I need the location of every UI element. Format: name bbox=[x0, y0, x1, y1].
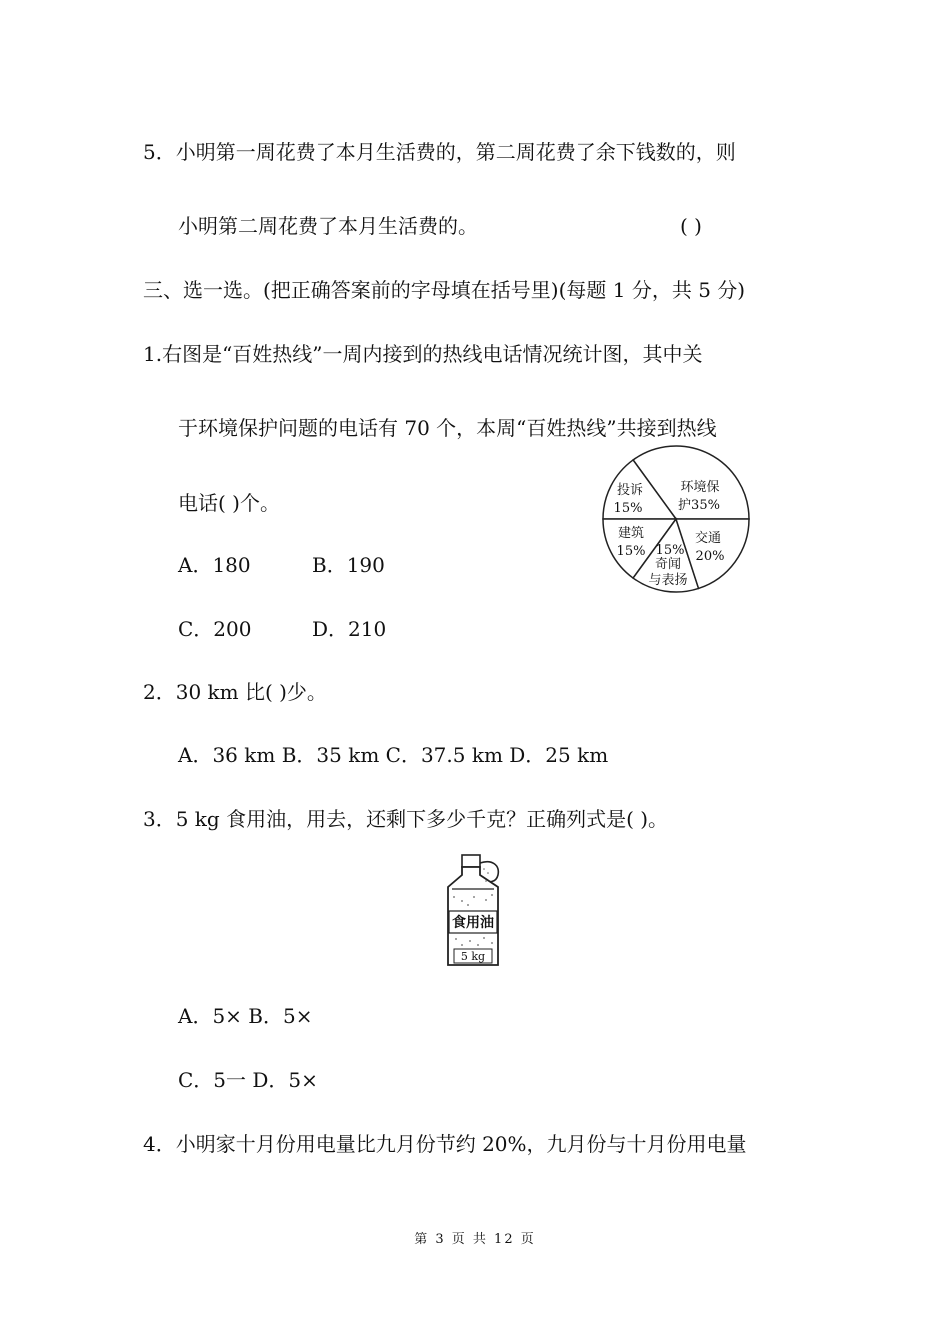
pie-label-build-1: 建筑 bbox=[617, 526, 645, 541]
mc1-option-b: B．190 bbox=[312, 553, 385, 577]
oil-bottle-illustration bbox=[440, 853, 506, 973]
mc2-options: A．36 km B．35 km C．37.5 km D．25 km bbox=[178, 743, 609, 767]
pie-label-news-3: 与表扬 bbox=[648, 573, 688, 588]
q5-line-2: 小明第二周花费了本月生活费的。 bbox=[178, 214, 478, 238]
bottle-label-text: 食用油 bbox=[452, 915, 494, 931]
page-footer: 第 3 页 共 12 页 bbox=[414, 1232, 536, 1247]
mc3-options-cd: C．5一 D．5× bbox=[178, 1068, 318, 1092]
pie-label-build-2: 15% bbox=[616, 544, 646, 559]
mc3-stem: 3．5 kg 食用油，用去，还剩下多少千克？正确列式是( )。 bbox=[143, 807, 669, 831]
mc1-option-c: C．200 bbox=[178, 617, 252, 641]
pie-label-traffic-2: 20% bbox=[695, 549, 725, 564]
hotline-pie-chart bbox=[598, 444, 754, 594]
bottle-weight-text: 5 kg bbox=[460, 950, 486, 963]
mc2-stem: 2．30 km 比( )少。 bbox=[143, 680, 327, 704]
q5-line-1: 5．小明第一周花费了本月生活费的，第二周花费了余下钱数的，则 bbox=[143, 140, 736, 164]
mc1-option-d: D．210 bbox=[312, 617, 387, 641]
pie-label-traffic-1: 交通 bbox=[694, 531, 722, 546]
mc4-line-1: 4．小明家十月份用电量比九月份节约 20%，九月份与十月份用电量 bbox=[143, 1132, 747, 1156]
pie-label-news-2: 奇闻 bbox=[654, 557, 682, 572]
mc3-options-ab: A．5× B．5× bbox=[178, 1004, 313, 1028]
mc1-line-3: 电话( )个。 bbox=[178, 491, 280, 515]
section-3-heading: 三、选一选。(把正确答案前的字母填在括号里)(每题 1 分，共 5 分) bbox=[143, 278, 746, 302]
pie-label-env-2: 护35% bbox=[678, 498, 720, 513]
mc1-option-a: A．180 bbox=[178, 553, 251, 577]
pie-label-complaint-1: 投诉 bbox=[616, 483, 644, 498]
mc1-line-2: 于环境保护问题的电话有 70 个，本周“百姓热线”共接到热线 bbox=[178, 416, 717, 440]
pie-label-news-1: 15% bbox=[655, 543, 685, 558]
pie-label-env-1: 环境保 bbox=[680, 480, 720, 495]
q5-answer-blank: ( ) bbox=[680, 214, 702, 238]
mc1-line-1: 1.右图是“百姓热线”一周内接到的热线电话情况统计图，其中关 bbox=[143, 342, 703, 366]
pie-label-complaint-2: 15% bbox=[613, 501, 643, 516]
